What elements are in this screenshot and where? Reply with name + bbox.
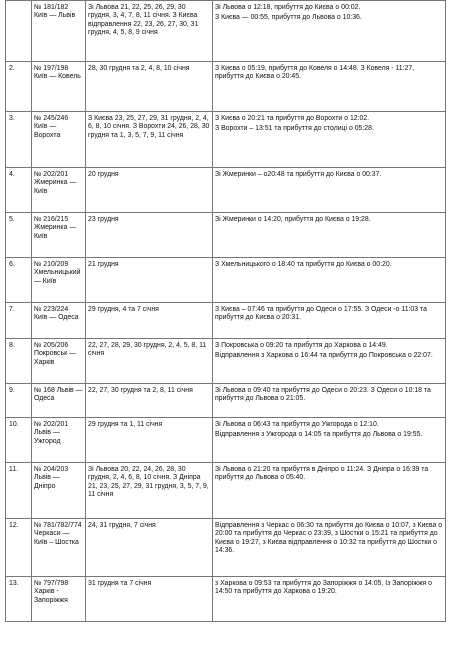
train-cell: № 245/246 Київ — Ворохта — [32, 112, 86, 168]
train-cell: № 168 Львів — Одеса — [32, 384, 86, 418]
dates-cell: Зі Львова 20, 22, 24, 26, 28, 30 грудня, 2, 4, 6, 8, 10 січня. З Дніпра 21, 23, 25, 27, 29, 31 грудня, 3, 5, 7, 9, 11 січня — [86, 463, 213, 519]
schedule-cell — [213, 213, 446, 258]
schedule-line: З Києва — 00:55, прибуття до Львова о 10:36. — [215, 14, 362, 22]
dates-cell: 31 грудня та 7 січня — [86, 577, 213, 622]
row-number-cell: 4. — [6, 168, 32, 213]
dates-cell: З Києва 23, 25, 27, 29, 31 грудня, 2, 4, 6, 8, 10 січня. З Ворохти 24, 26, 28, 30 грудня та 1, 3, 5, 7, 9, 11 січня — [86, 112, 213, 168]
schedule-cell — [213, 62, 446, 112]
train-cell: № 202/201 Жмеринка — Київ — [32, 168, 86, 213]
row-number-cell: 3. — [6, 112, 32, 168]
schedule-cell — [213, 339, 446, 384]
schedule-line: З Києва – 07:46 та прибуття до Одеси о 17:55. З Одеси -о 11:03 та прибуття до Києва о 20:31. — [215, 306, 427, 322]
table-row — [6, 1, 446, 62]
dates-cell: 24, 31 грудня, 7 січня — [86, 519, 213, 577]
schedule-cell — [213, 384, 446, 418]
schedule-line: з Харкова о 09:53 та прибуття до Запоріжжя о 14:05, Із Запоріжжя о 14:50 та прибуття до Харкова о 19:20. — [215, 580, 432, 596]
schedule-cell — [213, 519, 446, 577]
dates-cell: 21 грудня — [86, 258, 213, 303]
table-row — [6, 168, 446, 213]
train-cell: № 205/206 Покровськ — Харків — [32, 339, 86, 384]
schedule-line: Зі Жмеринки о 14:20, прибуття до Києва о 19:28. — [215, 216, 371, 223]
table-row — [6, 384, 446, 418]
train-cell: № 202/201 Львів — Ужгород — [32, 418, 86, 463]
table-row — [6, 418, 446, 463]
table-row — [6, 463, 446, 519]
schedule-line: З Києва о 05:19, прибуття до Ковеля о 14:48. З Ковеля - 11:27, прибуття до Києва о 20:45. — [215, 65, 415, 81]
table-row — [6, 258, 446, 303]
train-cell: № 181/182 Київ — Львів — [32, 1, 86, 62]
train-cell: № 797/798 Харків - Запоріжжя — [32, 577, 86, 622]
table-row — [6, 577, 446, 622]
row-number-cell: 11. — [6, 463, 32, 519]
train-cell: № 216/215 Жмеринка — Київ — [32, 213, 86, 258]
schedule-cell — [213, 463, 446, 519]
table-row — [6, 519, 446, 577]
schedule-line: Зі Жмеринки – о20:48 та прибуття до Києва о 00:37. — [215, 171, 382, 178]
schedule-line: Зі Львова о 12:18, прибуття до Києва о 00:02. — [215, 4, 361, 11]
train-cell: № 223/224 Київ — Одеса — [32, 303, 86, 339]
dates-cell: 23 грудня — [86, 213, 213, 258]
schedule-cell — [213, 418, 446, 463]
schedule-cell — [213, 112, 446, 168]
schedule-line: Зі Львова о 06:43 та прибуття до Ужгорода о 12:10. — [215, 421, 379, 428]
train-cell: № 204/203 Львів — Дніпро — [32, 463, 86, 519]
train-cell: № 210/209 Хмельницький — Київ — [32, 258, 86, 303]
schedule-line: Зі Львова о 21:20 та прибуття в Дніпро о 11:24. З Дніпра о 16:39 та прибуття до Львова о 05:40. — [215, 466, 429, 482]
dates-cell: 28, 30 грудня та 2, 4, 8, 10 січня — [86, 62, 213, 112]
dates-cell: 22, 27, 30 грудня та 2, 8, 11 січня — [86, 384, 213, 418]
row-number-cell: 7. — [6, 303, 32, 339]
schedule-line: Зі Львова о 09:40 та прибуття до Одеси о 20:23. З Одеси о 10:18 та прибуття до Львова о 21:05. — [215, 387, 431, 403]
dates-cell: 29 грудня, 4 та 7 січня — [86, 303, 213, 339]
schedule-line: З Хмельницького о 18:40 та прибуття до Києва о 00:20. — [215, 261, 392, 268]
dates-cell: 22, 27, 28, 29, 30 грудня, 2, 4, 5, 8, 11 січня — [86, 339, 213, 384]
schedule-line: З Покровська о 09:20 та прибуття до Харкова о 14:49. — [215, 342, 388, 349]
train-cell: № 197/198 Київ — Ковель — [32, 62, 86, 112]
row-number-cell: 6. — [6, 258, 32, 303]
row-number-cell: 10. — [6, 418, 32, 463]
row-number-cell: 9. — [6, 384, 32, 418]
table-row — [6, 213, 446, 258]
row-number-cell — [6, 1, 32, 62]
dates-cell: Зі Львова 21, 22, 25, 26, 29, 30 грудня, 3, 4, 7, 8, 11 січня. З Києва відправлення 22, 23, 26, 27, 30, 31 грудня, 4, 5, 8, 9 січня — [86, 1, 213, 62]
table-row — [6, 339, 446, 384]
dates-cell: 20 грудня — [86, 168, 213, 213]
row-number-cell: 13. — [6, 577, 32, 622]
schedule-line: Відправлення з Харкова о 16:44 та прибуття до Покровська о 22:07. — [215, 352, 433, 360]
train-schedule-table — [5, 0, 446, 622]
schedule-line: З Ворохти – 13:51 та прибуття до столиці о 05:28. — [215, 125, 374, 133]
schedule-line: З Києва о 20:21 та прибуття до Ворохти о 12:02. — [215, 115, 370, 122]
table-row — [6, 112, 446, 168]
schedule-line: Відправлення з Черкас о 06:30 та прибуття до Києва о 10:07, з Києва о 20:00 та прибуття до Черкас о 23:39, з Шостки о 15:21 та прибуття до Києва о 19:27, з Києва відправлення о 10:32 та прибуття до Шостки о 14:36. — [215, 522, 443, 555]
row-number-cell: 5. — [6, 213, 32, 258]
row-number-cell: 2. — [6, 62, 32, 112]
schedule-cell — [213, 303, 446, 339]
table-row — [6, 62, 446, 112]
schedule-line: Відправлення з Ужгорода о 14:05 та прибуття до Львова о 19:55. — [215, 431, 423, 439]
schedule-cell — [213, 258, 446, 303]
schedule-body — [6, 1, 446, 622]
row-number-cell: 12. — [6, 519, 32, 577]
schedule-cell — [213, 577, 446, 622]
table-row — [6, 303, 446, 339]
schedule-cell — [213, 1, 446, 62]
dates-cell: 29 грудня та 1, 11 січня — [86, 418, 213, 463]
row-number-cell: 8. — [6, 339, 32, 384]
schedule-cell — [213, 168, 446, 213]
train-cell: № 781/782/774 Черкаси — Київ – Шостка — [32, 519, 86, 577]
